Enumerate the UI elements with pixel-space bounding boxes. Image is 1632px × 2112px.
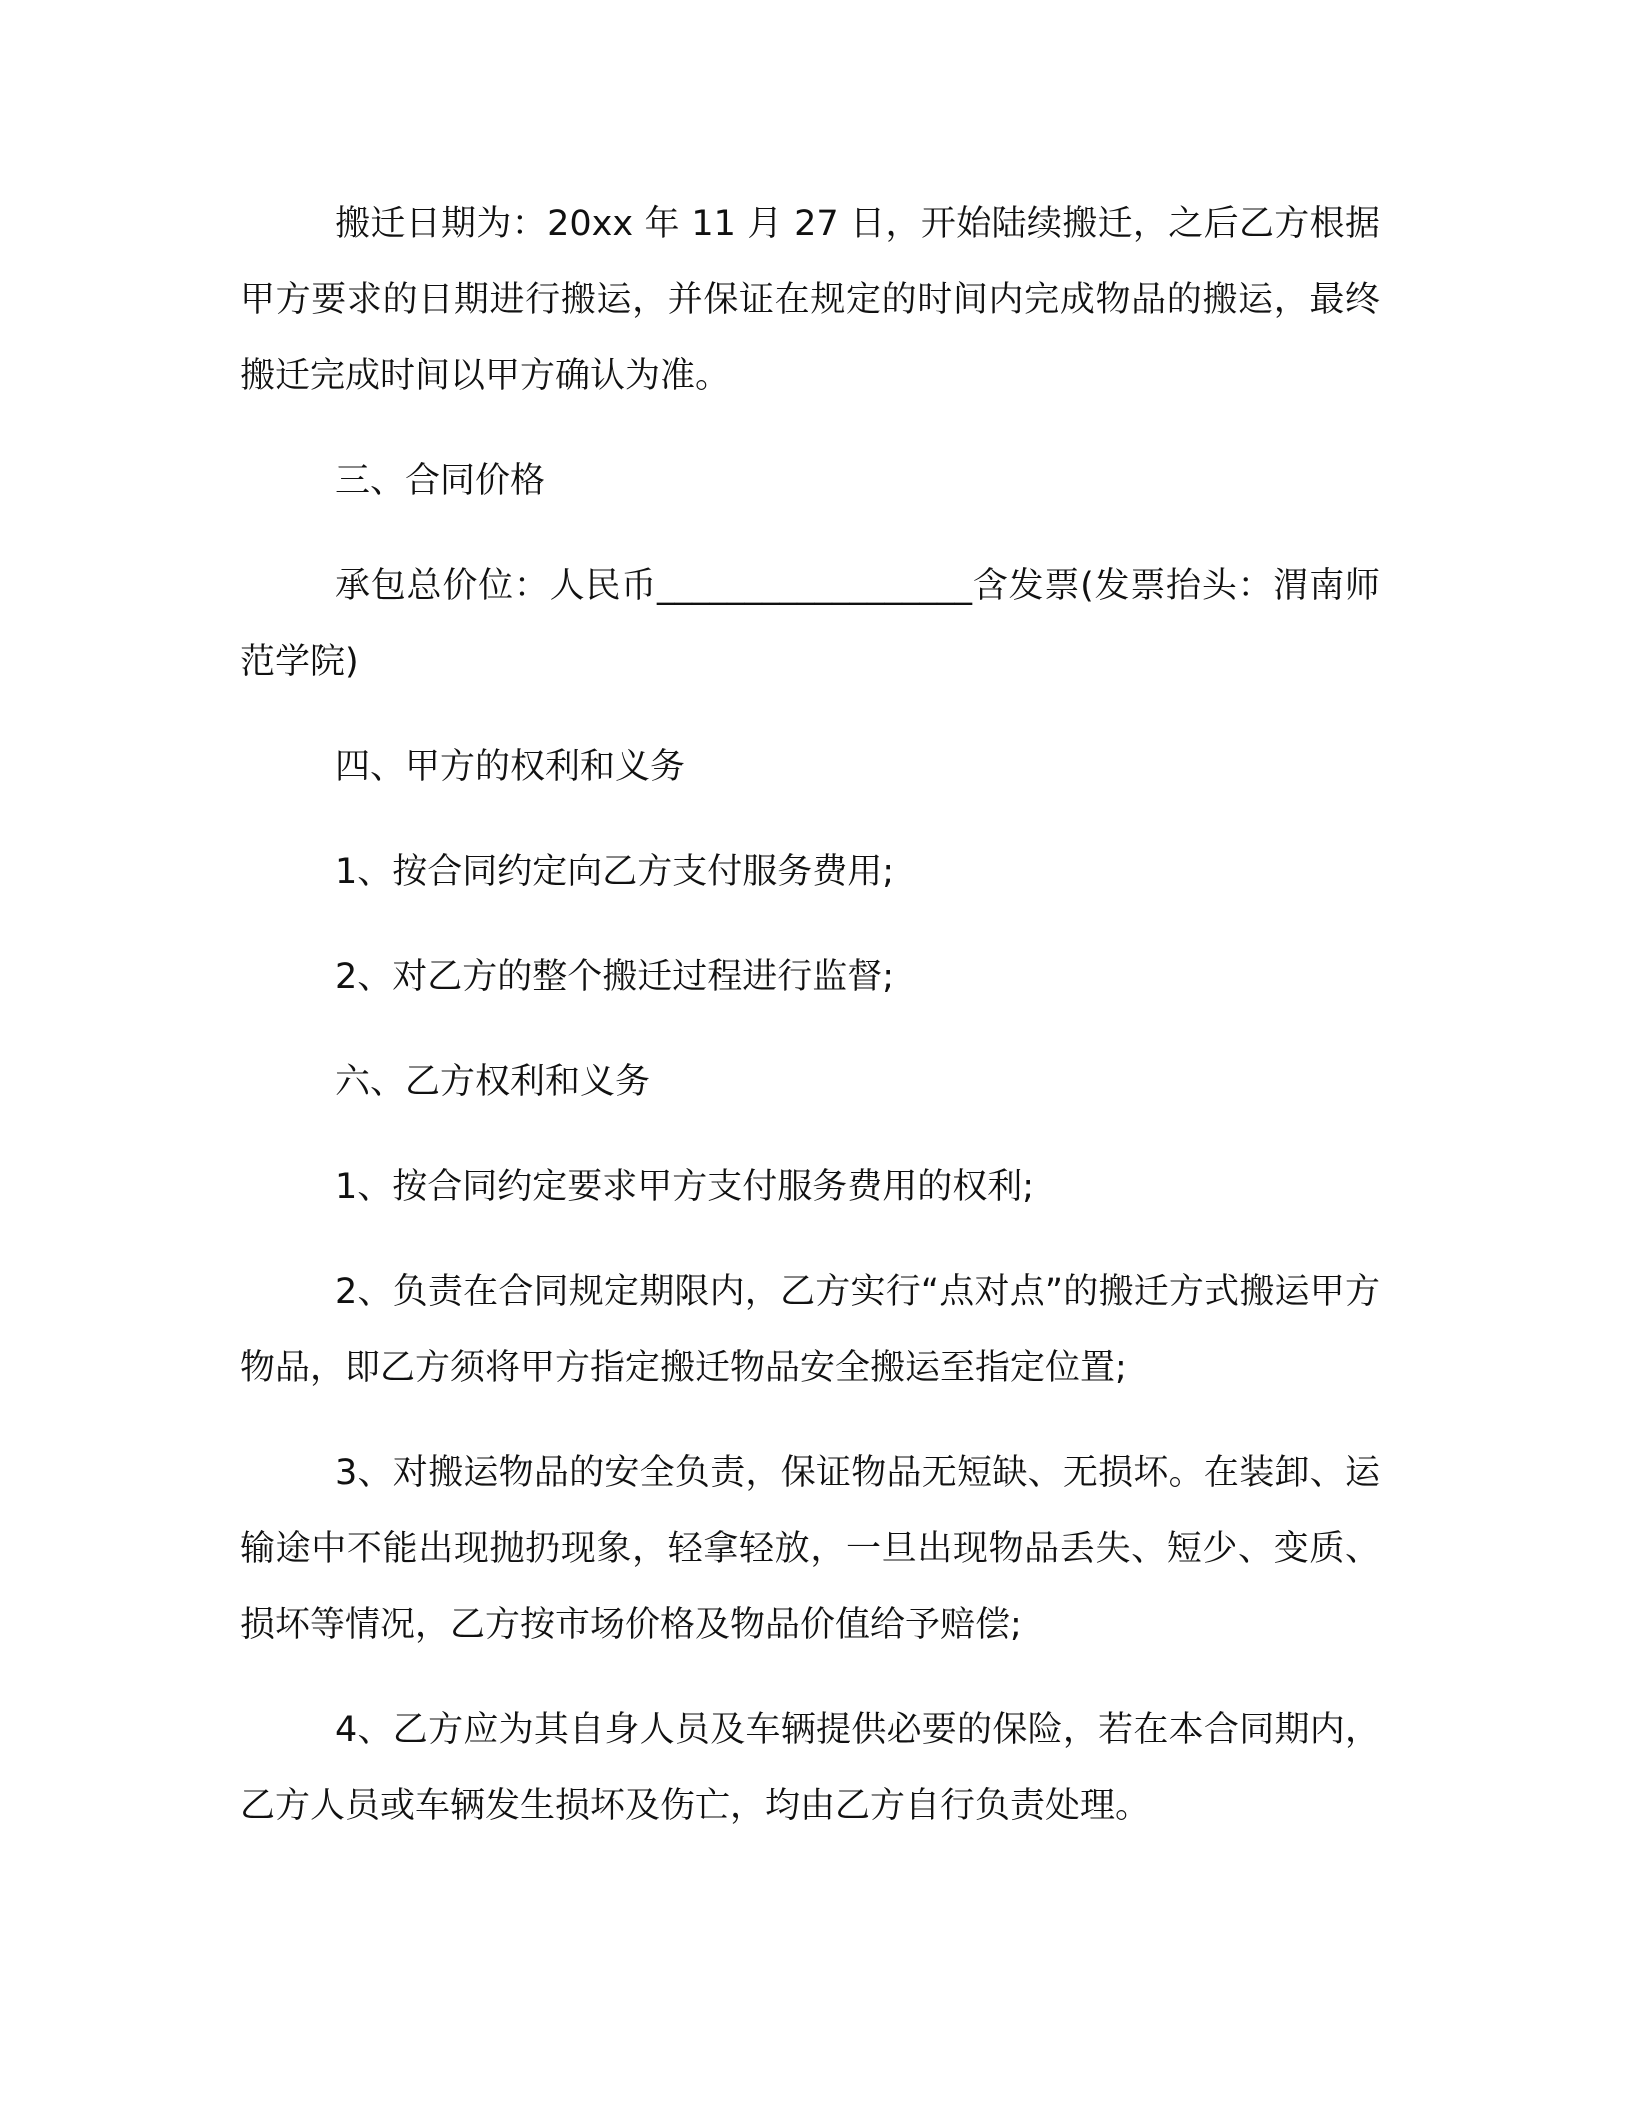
section-heading-party-a-rights: 四、甲方的权利和义务 [335,747,686,787]
party-a-clause-1: 1、按合同约定向乙方支付服务费用; [335,852,895,892]
relocation-date-paragraph: 搬迁日期为：20xx 年 11 月 27 日，开始陆续搬迁，之后乙方根据甲方要求的日期进行搬运，并保证在规定的时间内完成物品的搬运，最终搬迁完成时间以甲方确认为准。 [240,204,1380,396]
party-b-clause-1: 1、按合同约定要求甲方支付服务费用的权利; [335,1167,1035,1207]
party-a-clause-2: 2、对乙方的整个搬迁过程进行监督; [335,957,895,997]
party-b-clause-4: 4、乙方应为其自身人员及车辆提供必要的保险，若在本合同期内，乙方人员或车辆发生损坏及伤亡，均由乙方自行负责处理。 [240,1710,1380,1826]
section-heading-party-b-rights: 六、乙方权利和义务 [335,1062,651,1102]
total-price-paragraph: 承包总价位：人民币__________________含发票(发票抬头：渭南师范学院) [240,566,1380,682]
section-heading-contract-price: 三、合同价格 [335,461,546,501]
party-b-clause-2: 2、负责在合同规定期限内，乙方实行“点对点”的搬迁方式搬运甲方物品，即乙方须将甲方指定搬迁物品安全搬运至指定位置; [240,1272,1380,1388]
party-b-clause-3: 3、对搬运物品的安全负责，保证物品无短缺、无损坏。在装卸、运输途中不能出现抛扔现象，轻拿轻放，一旦出现物品丢失、短少、变质、损坏等情况，乙方按市场价格及物品价值给予赔偿; [240,1453,1380,1645]
document-body [240,186,1380,1873]
